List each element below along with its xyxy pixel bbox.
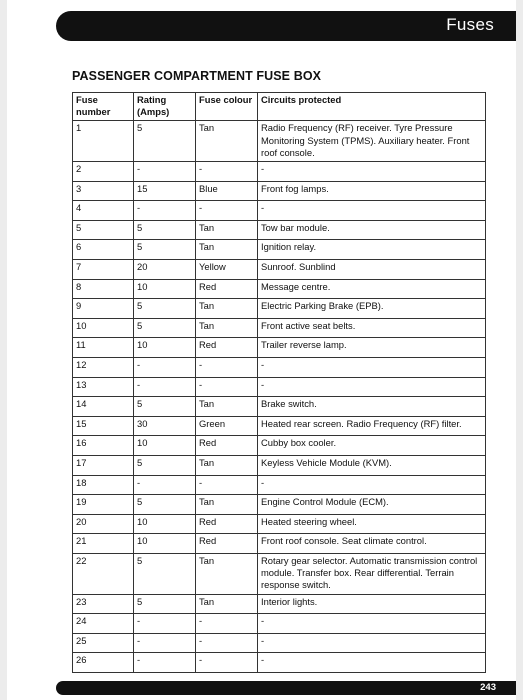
fuse-colour-cell: Tan bbox=[196, 594, 258, 614]
header-bar bbox=[56, 11, 516, 41]
fuse-colour-cell: - bbox=[196, 475, 258, 495]
circuits-cell: Interior lights. bbox=[258, 594, 486, 614]
fuse-number-cell: 20 bbox=[73, 514, 134, 534]
fuse-colour-cell: Red bbox=[196, 338, 258, 358]
circuits-cell: - bbox=[258, 653, 486, 673]
page-number: 243 bbox=[480, 682, 496, 693]
fuse-colour-cell: Blue bbox=[196, 181, 258, 201]
table-body bbox=[73, 121, 486, 672]
fuse-number-cell: 11 bbox=[73, 338, 134, 358]
circuits-cell: Radio Frequency (RF) receiver. Tyre Pressure Monitoring System (TPMS). Auxiliary heater. Front roof console. bbox=[258, 121, 486, 162]
rating-cell: - bbox=[134, 614, 196, 634]
table-row bbox=[73, 259, 486, 279]
fuse-number-cell: 5 bbox=[73, 220, 134, 240]
fuse-number-cell: 14 bbox=[73, 397, 134, 417]
column-header-rating: Rating (Amps) bbox=[134, 93, 196, 121]
circuits-cell: Front active seat belts. bbox=[258, 318, 486, 338]
rating-cell: - bbox=[134, 377, 196, 397]
circuits-cell: Trailer reverse lamp. bbox=[258, 338, 486, 358]
manual-page bbox=[7, 0, 516, 700]
table-row bbox=[73, 279, 486, 299]
fuse-colour-cell: Red bbox=[196, 279, 258, 299]
circuits-cell: Heated steering wheel. bbox=[258, 514, 486, 534]
circuits-cell: - bbox=[258, 614, 486, 634]
table-row bbox=[73, 455, 486, 475]
fuse-number-cell: 4 bbox=[73, 201, 134, 221]
rating-cell: 5 bbox=[134, 318, 196, 338]
fuse-number-cell: 18 bbox=[73, 475, 134, 495]
rating-cell: 10 bbox=[134, 436, 196, 456]
circuits-cell: Keyless Vehicle Module (KVM). bbox=[258, 455, 486, 475]
table-row bbox=[73, 377, 486, 397]
fuse-colour-cell: Tan bbox=[196, 455, 258, 475]
circuits-cell: Engine Control Module (ECM). bbox=[258, 495, 486, 515]
rating-cell: - bbox=[134, 633, 196, 653]
fuse-number-cell: 2 bbox=[73, 162, 134, 182]
circuits-cell: Sunroof. Sunblind bbox=[258, 259, 486, 279]
rating-cell: 5 bbox=[134, 455, 196, 475]
circuits-cell: Message centre. bbox=[258, 279, 486, 299]
section-title: PASSENGER COMPARTMENT FUSE BOX bbox=[72, 69, 322, 83]
fuse-number-cell: 21 bbox=[73, 534, 134, 554]
circuits-cell: - bbox=[258, 201, 486, 221]
table-row bbox=[73, 495, 486, 515]
fuse-colour-cell: Tan bbox=[196, 318, 258, 338]
table-row bbox=[73, 201, 486, 221]
fuse-number-cell: 17 bbox=[73, 455, 134, 475]
rating-cell: 20 bbox=[134, 259, 196, 279]
rating-cell: 10 bbox=[134, 338, 196, 358]
fuse-colour-cell: - bbox=[196, 614, 258, 634]
table-row bbox=[73, 240, 486, 260]
fuse-number-cell: 6 bbox=[73, 240, 134, 260]
table-row bbox=[73, 534, 486, 554]
rating-cell: 5 bbox=[134, 397, 196, 417]
circuits-cell: - bbox=[258, 377, 486, 397]
fuse-colour-cell: Tan bbox=[196, 495, 258, 515]
fuse-number-cell: 25 bbox=[73, 633, 134, 653]
circuits-cell: - bbox=[258, 633, 486, 653]
table-row bbox=[73, 162, 486, 182]
footer-bar bbox=[56, 681, 516, 695]
circuits-cell: Cubby box cooler. bbox=[258, 436, 486, 456]
rating-cell: 5 bbox=[134, 553, 196, 594]
fuse-number-cell: 16 bbox=[73, 436, 134, 456]
circuits-cell: Electric Parking Brake (EPB). bbox=[258, 299, 486, 319]
table-row bbox=[73, 594, 486, 614]
table-row bbox=[73, 181, 486, 201]
table-row bbox=[73, 436, 486, 456]
fuse-number-cell: 19 bbox=[73, 495, 134, 515]
circuits-cell: - bbox=[258, 475, 486, 495]
fuse-colour-cell: Green bbox=[196, 416, 258, 436]
rating-cell: 10 bbox=[134, 279, 196, 299]
fuse-colour-cell: Red bbox=[196, 436, 258, 456]
fuse-number-cell: 26 bbox=[73, 653, 134, 673]
fuse-colour-cell: Tan bbox=[196, 240, 258, 260]
table-row bbox=[73, 416, 486, 436]
rating-cell: 10 bbox=[134, 534, 196, 554]
table-row bbox=[73, 318, 486, 338]
circuits-cell: Ignition relay. bbox=[258, 240, 486, 260]
rating-cell: 5 bbox=[134, 495, 196, 515]
table-header-row bbox=[73, 93, 486, 121]
rating-cell: 5 bbox=[134, 299, 196, 319]
fuse-colour-cell: Tan bbox=[196, 299, 258, 319]
fuse-number-cell: 8 bbox=[73, 279, 134, 299]
fuse-number-cell: 10 bbox=[73, 318, 134, 338]
fuse-number-cell: 7 bbox=[73, 259, 134, 279]
table-row bbox=[73, 357, 486, 377]
table-row bbox=[73, 553, 486, 594]
table-row bbox=[73, 121, 486, 162]
table-row bbox=[73, 614, 486, 634]
circuits-cell: Heated rear screen. Radio Frequency (RF) filter. bbox=[258, 416, 486, 436]
fuse-colour-cell: - bbox=[196, 201, 258, 221]
fuse-colour-cell: Tan bbox=[196, 553, 258, 594]
fuse-colour-cell: Yellow bbox=[196, 259, 258, 279]
fuse-colour-cell: Red bbox=[196, 514, 258, 534]
circuits-cell: Tow bar module. bbox=[258, 220, 486, 240]
rating-cell: - bbox=[134, 653, 196, 673]
table-row bbox=[73, 220, 486, 240]
header-title: Fuses bbox=[446, 15, 494, 34]
column-header-fuse-number: Fuse number bbox=[73, 93, 134, 121]
column-header-circuits: Circuits protected bbox=[258, 93, 486, 121]
fuse-colour-cell: - bbox=[196, 357, 258, 377]
table-row bbox=[73, 633, 486, 653]
circuits-cell: - bbox=[258, 162, 486, 182]
circuits-cell: Front fog lamps. bbox=[258, 181, 486, 201]
rating-cell: 5 bbox=[134, 121, 196, 162]
fuse-number-cell: 1 bbox=[73, 121, 134, 162]
fuse-table bbox=[72, 92, 486, 673]
rating-cell: - bbox=[134, 201, 196, 221]
table-row bbox=[73, 475, 486, 495]
rating-cell: 5 bbox=[134, 240, 196, 260]
fuse-number-cell: 23 bbox=[73, 594, 134, 614]
rating-cell: - bbox=[134, 475, 196, 495]
table-row bbox=[73, 397, 486, 417]
fuse-colour-cell: Tan bbox=[196, 397, 258, 417]
rating-cell: - bbox=[134, 357, 196, 377]
rating-cell: 15 bbox=[134, 181, 196, 201]
fuse-colour-cell: - bbox=[196, 377, 258, 397]
fuse-colour-cell: Red bbox=[196, 534, 258, 554]
table-row bbox=[73, 338, 486, 358]
table-row bbox=[73, 299, 486, 319]
table-row bbox=[73, 514, 486, 534]
fuse-colour-cell: Tan bbox=[196, 220, 258, 240]
fuse-number-cell: 15 bbox=[73, 416, 134, 436]
fuse-number-cell: 3 bbox=[73, 181, 134, 201]
circuits-cell: Front roof console. Seat climate control. bbox=[258, 534, 486, 554]
column-header-fuse-colour: Fuse colour bbox=[196, 93, 258, 121]
fuse-colour-cell: - bbox=[196, 162, 258, 182]
rating-cell: 30 bbox=[134, 416, 196, 436]
rating-cell: - bbox=[134, 162, 196, 182]
fuse-number-cell: 12 bbox=[73, 357, 134, 377]
rating-cell: 10 bbox=[134, 514, 196, 534]
rating-cell: 5 bbox=[134, 220, 196, 240]
circuits-cell: - bbox=[258, 357, 486, 377]
rating-cell: 5 bbox=[134, 594, 196, 614]
fuse-number-cell: 13 bbox=[73, 377, 134, 397]
circuits-cell: Rotary gear selector. Automatic transmission control module. Transfer box. Rear differential. Terrain response switch. bbox=[258, 553, 486, 594]
fuse-colour-cell: - bbox=[196, 633, 258, 653]
fuse-colour-cell: Tan bbox=[196, 121, 258, 162]
table-row bbox=[73, 653, 486, 673]
fuse-number-cell: 22 bbox=[73, 553, 134, 594]
fuse-number-cell: 24 bbox=[73, 614, 134, 634]
fuse-colour-cell: - bbox=[196, 653, 258, 673]
fuse-number-cell: 9 bbox=[73, 299, 134, 319]
circuits-cell: Brake switch. bbox=[258, 397, 486, 417]
